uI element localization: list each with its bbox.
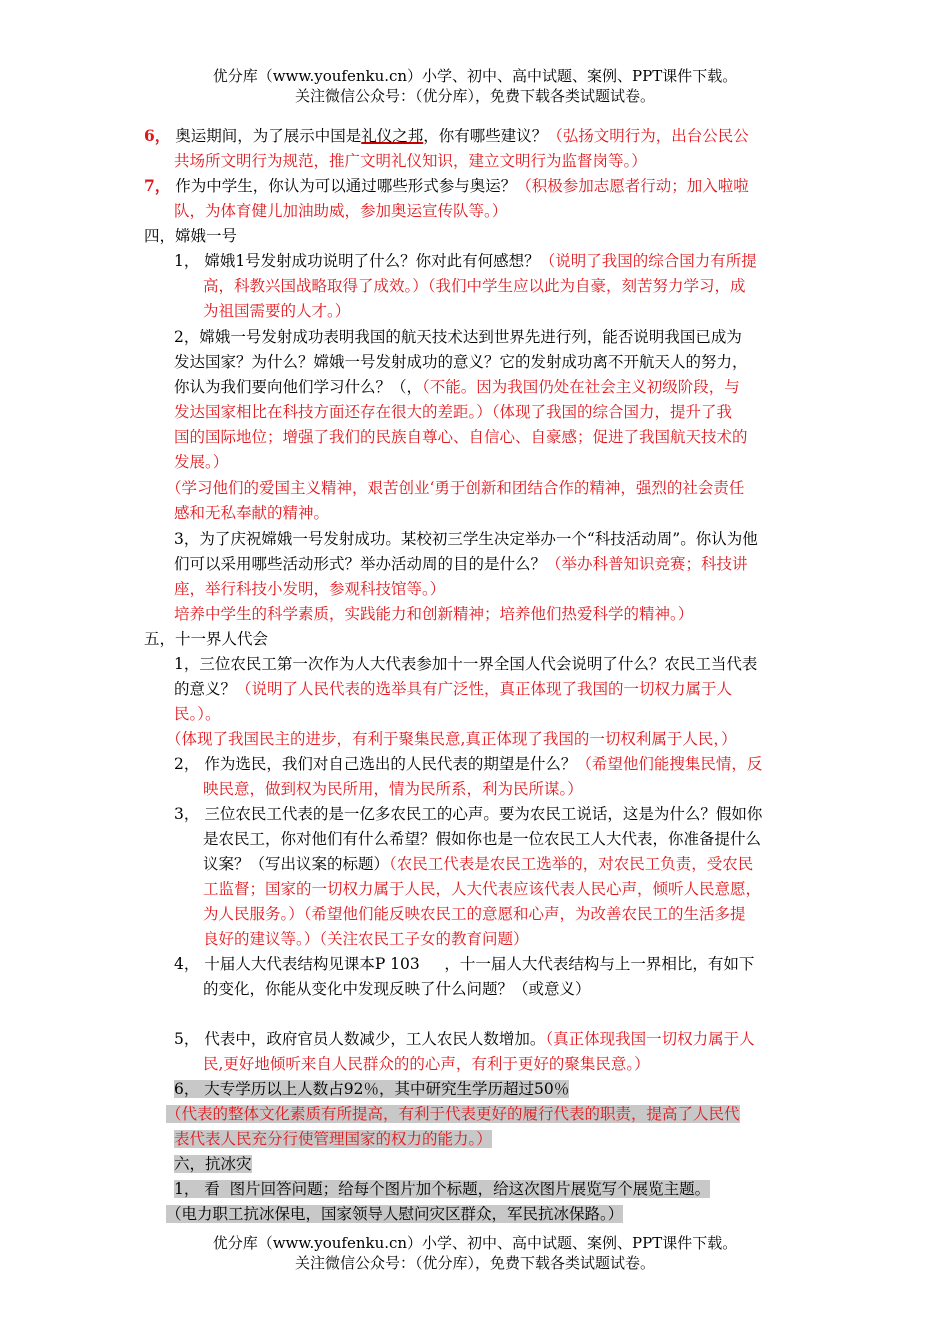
s5-q1-answer-1: （说明了人民代表的选举具有广泛性，真正体现了我国的一切权力属于人 [236, 680, 733, 698]
section-4-title: 四，嫦娥一号 [144, 227, 238, 245]
s5-q3-line-3 [203, 852, 753, 876]
s5-q4-text-1: 十届人大代表结构见课本P 103 ，十一届人大代表结构与上一界相比，有如下 [204, 955, 755, 973]
s4-q1-text: 嫦娥1号发射成功说明了什么？你对此有何感想？ [204, 252, 540, 270]
s6-q1-text: 1， 看 图片回答问题；给每个图片加个标题，给这次图片展览写个展览主题。 [174, 1180, 711, 1198]
header-line-1: 优分库（www.youfenku.cn）小学、初中、高中试题、案例、PPT课件下载。 [212, 67, 738, 85]
s5-q3-answer-2: 工监督；国家的一切权力属于人民，人大代表应该代表人民心声，倾听人民意愿， [203, 880, 762, 898]
s4-q3-answer-2: 座，举行科技小发明，参观科技馆等。） [174, 580, 446, 598]
s5-q3-line-1 [174, 802, 762, 826]
s5-q2-answer-2: 映民意，做到权为民所用，情为民所系，利为民所谋。） [203, 780, 583, 798]
s5-q5-answer-1: （真正体现我国一切权力属于人 [545, 1030, 755, 1048]
s4-q2-line-2: 发达国家？为什么？嫦娥一号发射成功的意义？它的发射成功离不开航天人的努力， [174, 353, 748, 371]
s4-q3-answer-3: 培养中学生的科学素质，实践能力和创新精神；培养他们热爱科学的精神。） [174, 605, 694, 623]
s4-q2-line-3-question: 你认为我们要向他们学习什么？（， [174, 378, 423, 396]
s4-q2-line-1: 2，嫦娥一号发射成功表明我国的航天技术达到世界先进行列，能否说明我国已成为 [174, 328, 742, 346]
s5-q1-line-2-question: 的意义？ [174, 680, 237, 698]
s6-q1-answer: （电力职工抗冰保电，国家领导人慰问灾区群众，军民抗冰保路。） [166, 1205, 624, 1223]
s5-q6-text: 6， 大专学历以上人数占92％，其中研究生学历超过50％ [174, 1080, 570, 1098]
s5-q2-line-1 [174, 752, 762, 776]
section-6-title: 六，抗冰灾 [174, 1155, 252, 1173]
q6-answer-1: （弘扬文明行为，出台公民公 [547, 127, 749, 145]
s4-q2-answer-4: 发展。） [174, 453, 229, 471]
section-6-title-row [174, 1152, 252, 1176]
s5-q5-text: 代表中，政府官员人数减少，工人农民人数增加。 [204, 1030, 546, 1048]
s5-q5-answer-2: 民,更好地倾听来自人民群众的的心声，有利于更好的聚集民意。） [203, 1055, 650, 1073]
s4-q1-answer-1: （说明了我国的综合国力有所提 [539, 252, 757, 270]
s5-q1-answer-2: 民。）。 [174, 705, 221, 723]
s6-q1-answer-row [166, 1202, 623, 1226]
s6-q1-line-1-row [174, 1177, 710, 1201]
s5-q3-line-2: 是农民工，你对他们有什么希望？假如你也是一位农民工人大代表，你准备提什么 [203, 830, 762, 848]
header-line-2: 关注微信公众号：（优分库），免费下载各类试题试卷。 [294, 87, 655, 105]
s4-q1-number: 1， [174, 252, 200, 270]
s5-q2-text: 作为选民，我们对自己选出的人民代表的期望是什么？ [204, 755, 577, 773]
s5-q2-answer-1: （希望他们能搜集民情，反 [576, 755, 763, 773]
s4-q3-line-2-question: 们可以采用哪些活动形式？举办活动周的目的是什么？ [174, 555, 547, 573]
q7-line-1 [144, 174, 749, 198]
section-5-title: 五，十一界人代会 [144, 630, 269, 648]
q6-text-a: 奥运期间，为了展示中国是 [175, 127, 362, 145]
q6-number: 6， [144, 126, 171, 145]
s5-q5-number: 5， [174, 1030, 200, 1048]
s5-q3-answer-3: 为人民服务。）（希望他们能反映农民工的意愿和心声，为改善农民工的生活多提 [203, 905, 746, 923]
s5-q1-line-1: 1，三位农民工第一次作为人大代表参加十一界全国人代会说明了什么？农民工当代表 [174, 655, 758, 673]
s4-q1-line-1 [174, 249, 757, 273]
s5-q3-line-3-question: 议案？（写出议案的标题） [203, 855, 390, 873]
q6-line-1 [144, 124, 749, 148]
q6-underlined-text: 礼仪之邦 [361, 127, 424, 145]
s5-q6-answer-1-row [166, 1102, 740, 1126]
s4-q2-answer-2: 发达国家相比在科技方面还存在很大的差距。）（体现了我国的综合国力，提升了我 [174, 403, 733, 421]
s5-q3-answer-1: （农民工代表是农民工选举的，对农民工负责，受农民 [389, 855, 754, 873]
s4-q3-line-1: 3，为了庆祝嫦娥一号发射成功。某校初三学生决定举办一个“科技活动周”。你认为他 [174, 530, 758, 548]
s4-q2-answer-3: 国的国际地位；增强了我们的民族自尊心、自信心、自豪感；促进了我国航天技术的 [174, 428, 748, 446]
q6-text-b: ，你有哪些建议？ [423, 127, 548, 145]
s5-q6-answer-2-row [174, 1127, 492, 1151]
s5-q1-line-2 [174, 677, 732, 701]
s4-q2-line-3 [174, 375, 740, 399]
s5-q3-number: 3， [174, 805, 200, 823]
s4-q2-answer-1: （不能。因为我国仍处在社会主义初级阶段，与 [422, 378, 740, 396]
q7-answer-2: 队，为体育健儿加油助威，参加奥运宣传队等。） [174, 202, 508, 220]
s5-q6-answer-1: （代表的整体文化素质有所提高，有利于代表更好的履行代表的职责，提高了人民代 [166, 1105, 740, 1123]
footer-line-2: 关注微信公众号：（优分库），免费下载各类试题试卷。 [294, 1254, 655, 1272]
s5-q6-answer-2: 表代表人民充分行使管理国家的权力的能力。） [174, 1130, 492, 1148]
footer-line-1: 优分库（www.youfenku.cn）小学、初中、高中试题、案例、PPT课件下载。 [212, 1234, 738, 1252]
s4-q1-answer-2: 高，科教兴国战略取得了成效。）（我们中学生应以此为自豪，刻苦努力学习，成 [203, 277, 746, 295]
s5-q3-answer-4: 良好的建议等。）（关注农民工子女的教育问题） [203, 930, 529, 948]
s4-q2-answer-5: （学习他们的爱国主义精神，艰苦创业‘勇于创新和团结合作的精神，强烈的社会责任 [166, 479, 745, 497]
s5-q5-line-1 [174, 1027, 755, 1051]
s5-q4-number: 4， [174, 955, 200, 973]
q7-answer-1: （积极参加志愿者行动；加入啦啦 [516, 177, 749, 195]
s5-q1-answer-3: （体现了我国民主的进步，有利于聚集民意,真正体现了我国的一切权利属于人民，） [166, 730, 737, 748]
q7-text: 作为中学生，你认为可以通过哪些形式参与奥运？ [175, 177, 517, 195]
q6-answer-2: 共场所文明行为规范，推广文明礼仪知识，建立文明行为监督岗等。） [174, 152, 647, 170]
s5-q2-number: 2， [174, 755, 200, 773]
s4-q3-answer-1: （举办科普知识竞赛；科技讲 [546, 555, 748, 573]
s5-q6-line-1 [174, 1077, 569, 1101]
q7-number: 7， [144, 176, 171, 195]
s4-q3-line-2 [174, 552, 748, 576]
s4-q2-answer-6: 感和无私奉献的精神。 [174, 504, 330, 522]
s5-q4-line-2: 的变化，你能从变化中发现反映了什么问题？（或意义） [203, 980, 591, 998]
s5-q3-text-1: 三位农民工代表的是一亿多农民工的心声。要为农民工说话，这是为什么？假如你 [204, 805, 763, 823]
s4-q1-answer-3: 为祖国需要的人才。） [203, 302, 351, 320]
s5-q4-line-1 [174, 952, 754, 976]
